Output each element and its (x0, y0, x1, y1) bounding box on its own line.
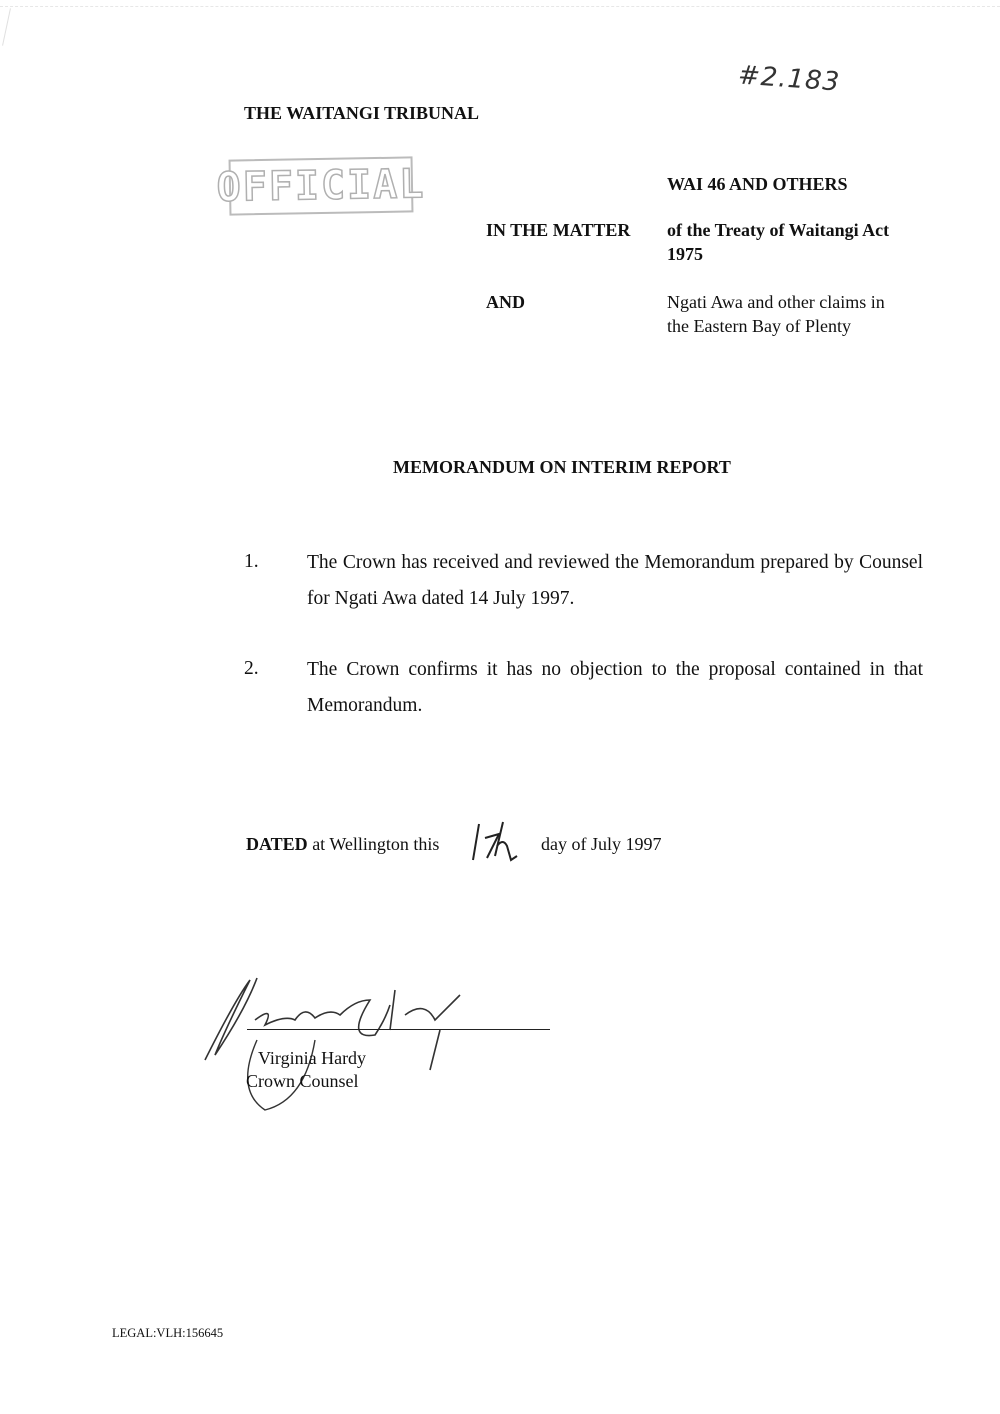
tribunal-heading: THE WAITANGI TRIBUNAL (244, 103, 480, 123)
dated-prefix: at Wellington this (312, 834, 440, 854)
paragraph-number: 1. (244, 551, 259, 572)
paragraph-text: The Crown has received and reviewed the Memorandum prepared by Counsel for Ngati Awa dated 14 July 1997. (307, 552, 923, 609)
signature-line (247, 1029, 550, 1030)
case-reference: WAI 46 AND OTHERS (667, 174, 848, 194)
and-line-2: the Eastern Bay of Plenty (667, 316, 851, 336)
official-stamp (216, 156, 426, 215)
dated-suffix: day of July 1997 (541, 834, 662, 854)
scan-artifact-left (2, 8, 11, 45)
matter-line-2: 1975 (667, 244, 703, 264)
footer-reference: LEGAL:VLH:156645 (112, 1326, 224, 1340)
matter-label: IN THE MATTER (486, 220, 631, 240)
and-label: AND (486, 292, 525, 312)
memorandum-title: MEMORANDUM ON INTERIM REPORT (393, 457, 731, 477)
handwritten-day (465, 818, 525, 868)
signatory-name: Virginia Hardy (258, 1048, 367, 1068)
dated-line (246, 834, 439, 855)
paragraph-number: 2. (244, 658, 259, 679)
paragraph-text: The Crown confirms it has no objection to the proposal contained in that Memorandum. (307, 659, 923, 716)
dated-label: DATED (246, 834, 308, 854)
official-stamp-text: OFFICIAL (216, 161, 426, 211)
handwritten-reference: #2.183 (737, 60, 842, 98)
scan-artifact-top (0, 0, 1000, 7)
signatory-role: Crown Counsel (246, 1071, 359, 1091)
matter-line-1: of the Treaty of Waitangi Act (667, 220, 890, 240)
and-line-1: Ngati Awa and other claims in (667, 292, 885, 312)
signature-icon (195, 960, 495, 1130)
